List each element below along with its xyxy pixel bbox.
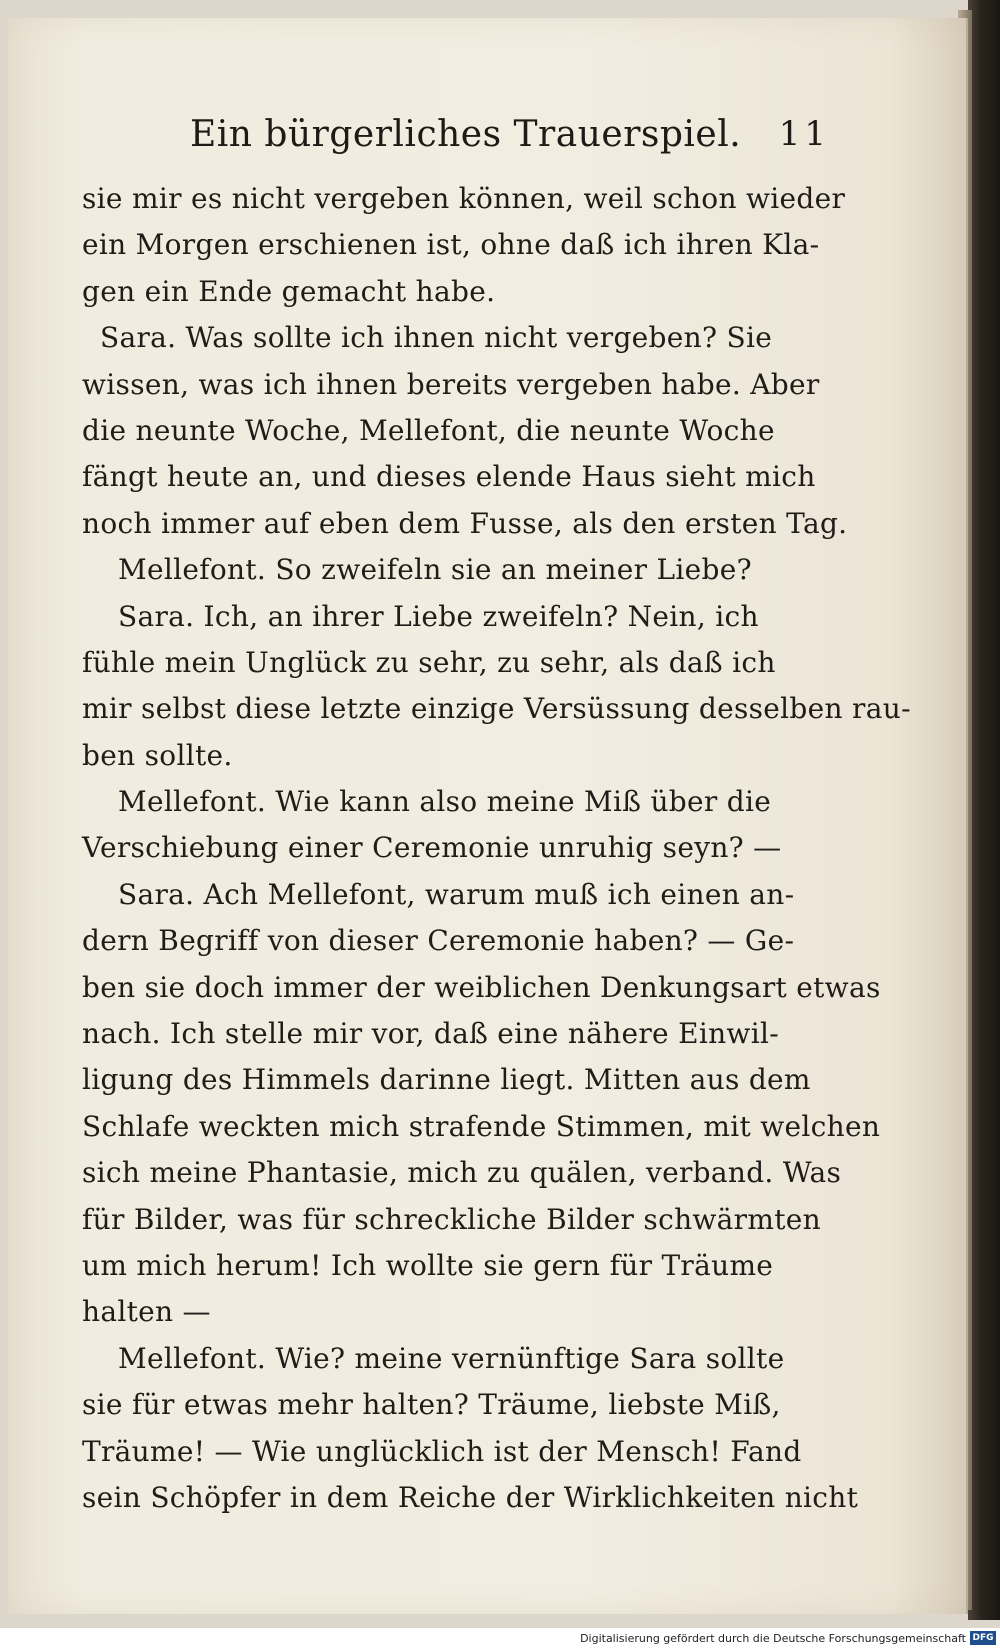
- running-title: Ein bürgerliches Trauerspiel.: [190, 113, 742, 155]
- text-line: fühle mein Unglück zu sehr, zu sehr, als daß ich: [82, 645, 776, 679]
- text-line: halten —: [82, 1295, 211, 1329]
- text-line: noch immer auf eben dem Fusse, als den ersten Tag.: [82, 506, 848, 540]
- text-line: sein Schöpfer in dem Reiche der Wirklichkeiten nicht: [82, 1480, 859, 1514]
- speech-line: Sara. Ich, an ihrer Liebe zweifeln? Nein, ich: [118, 599, 759, 633]
- book-edge: [968, 0, 1000, 1620]
- speech-line: Mellefont. So zweifeln sie an meiner Liebe?: [118, 553, 752, 587]
- text-line: Schlafe weckten mich strafende Stimmen, mit welchen: [82, 1109, 881, 1143]
- text-line: für Bilder, was für schreckliche Bilder schwärmten: [82, 1202, 821, 1236]
- text-line: gen ein Ende gemacht habe.: [82, 274, 496, 308]
- text-line: mir selbst diese letzte einzige Versüssung desselben rau-: [82, 692, 911, 726]
- text-line: ligung des Himmels darinne liegt. Mitten aus dem: [82, 1063, 811, 1097]
- text-line: fängt heute an, und dieses elende Haus sieht mich: [82, 460, 816, 494]
- text-line: ben sie doch immer der weiblichen Denkungsart etwas: [82, 970, 881, 1004]
- page-number: 11: [778, 114, 830, 154]
- speech-line: Mellefont. Wie kann also meine Miß über die: [118, 785, 772, 819]
- text-line: ein Morgen erschienen ist, ohne daß ich ihren Kla-: [82, 228, 820, 262]
- text-line: um mich herum! Ich wollte sie gern für Träume: [82, 1248, 774, 1282]
- body-text: [82, 176, 911, 1521]
- text-line: ben sollte.: [82, 738, 233, 772]
- speech-line: Sara. Ach Mellefont, warum muß ich einen an-: [118, 877, 795, 911]
- speech-line: Mellefont. Wie? meine vernünftige Sara sollte: [118, 1341, 785, 1375]
- text-line: die neunte Woche, Mellefont, die neunte Woche: [82, 413, 775, 447]
- text-line: Verschiebung einer Ceremonie unruhig seyn? —: [82, 831, 782, 865]
- text-line: sie mir es nicht vergeben können, weil schon wieder: [82, 182, 846, 215]
- dfg-logo: DFG: [970, 1631, 996, 1645]
- text-line: sich meine Phantasie, mich zu quälen, verband. Was: [82, 1156, 842, 1190]
- text-line: dern Begriff von dieser Ceremonie haben? — Ge-: [82, 924, 795, 958]
- text-line: sie für etwas mehr halten? Träume, liebste Miß,: [82, 1388, 781, 1422]
- text-line: Träume! — Wie unglücklich ist der Mensch! Fand: [82, 1434, 802, 1468]
- running-head: [190, 104, 830, 164]
- text-line: wissen, was ich ihnen bereits vergeben habe. Aber: [82, 367, 820, 401]
- text-line: nach. Ich stelle mir vor, daß eine nähere Einwil-: [82, 1017, 779, 1051]
- funding-credit: Digitalisierung gefördert durch die Deutsche Forschungsgemeinschaft: [580, 1632, 966, 1645]
- speech-line: Sara. Was sollte ich ihnen nicht vergeben? Sie: [100, 321, 773, 355]
